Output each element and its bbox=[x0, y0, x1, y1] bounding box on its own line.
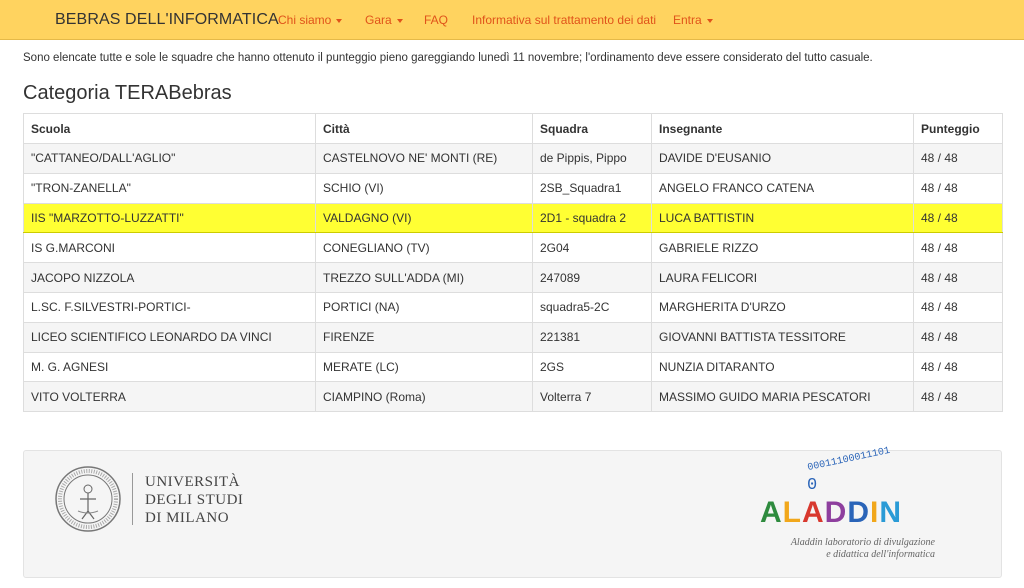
aladdin-tagline-2: e didattica dell'informatica bbox=[826, 549, 935, 560]
nav-informativa[interactable]: Informativa sul trattamento dei dati bbox=[472, 13, 657, 27]
aladdin-letter: L bbox=[782, 496, 802, 529]
cell-insegnante: MASSIMO GUIDO MARIA PESCATORI bbox=[652, 382, 914, 412]
header-punteggio: Punteggio bbox=[914, 114, 1003, 144]
cell-insegnante: LAURA FELICORI bbox=[652, 263, 914, 293]
cell-scuola: VITO VOLTERRA bbox=[24, 382, 316, 412]
nav-gara-label: Gara bbox=[365, 13, 392, 27]
results-table-wrapper bbox=[23, 113, 1002, 412]
table-row bbox=[24, 233, 1003, 263]
cell-punteggio: 48 / 48 bbox=[914, 382, 1003, 412]
aladdin-letter: D bbox=[847, 496, 871, 529]
table-row bbox=[24, 292, 1003, 322]
table-row bbox=[24, 173, 1003, 203]
cell-insegnante: MARGHERITA D'URZO bbox=[652, 292, 914, 322]
cell-scuola: "CATTANEO/DALL'AGLIO" bbox=[24, 144, 316, 174]
footer bbox=[23, 445, 1002, 578]
cell-scuola: "TRON-ZANELLA" bbox=[24, 173, 316, 203]
header-squadra: Squadra bbox=[533, 114, 652, 144]
cell-punteggio: 48 / 48 bbox=[914, 173, 1003, 203]
nav-chi-siamo-label: Chi siamo bbox=[278, 13, 332, 27]
table-row bbox=[24, 382, 1003, 412]
cell-citta: TREZZO SULL'ADDA (MI) bbox=[316, 263, 533, 293]
header-citta: Città bbox=[316, 114, 533, 144]
aladdin-letter: D bbox=[824, 496, 848, 529]
cell-squadra: 221381 bbox=[533, 322, 652, 352]
intro-text: Sono elencate tutte e sole le squadre che hanno ottenuto il punteggio pieno gareggiando lunedì 11 novembre; l'ordinamento deve essere considerato del tutto casuale. bbox=[23, 52, 873, 64]
aladdin-zero: 0 bbox=[807, 476, 818, 495]
cell-citta: CIAMPINO (Roma) bbox=[316, 382, 533, 412]
cell-scuola: IS G.MARCONI bbox=[24, 233, 316, 263]
cell-squadra: 247089 bbox=[533, 263, 652, 293]
nav-chi-siamo[interactable] bbox=[278, 13, 342, 27]
nav-entra[interactable] bbox=[673, 13, 713, 27]
cell-punteggio: 48 / 48 bbox=[914, 263, 1003, 293]
unimi-line-3: DI MILANO bbox=[145, 510, 230, 526]
cell-punteggio: 48 / 48 bbox=[914, 352, 1003, 382]
cell-citta: CONEGLIANO (TV) bbox=[316, 233, 533, 263]
cell-punteggio: 48 / 48 bbox=[914, 144, 1003, 174]
nav-gara[interactable] bbox=[365, 13, 403, 27]
cell-insegnante: GABRIELE RIZZO bbox=[652, 233, 914, 263]
cell-insegnante: DAVIDE D'EUSANIO bbox=[652, 144, 914, 174]
header-insegnante: Insegnante bbox=[652, 114, 914, 144]
table-row bbox=[24, 203, 1003, 233]
cell-scuola: M. G. AGNESI bbox=[24, 352, 316, 382]
unimi-wordmark bbox=[145, 473, 243, 527]
cell-punteggio: 48 / 48 bbox=[914, 203, 1003, 233]
results-table bbox=[23, 113, 1003, 412]
aladdin-tagline bbox=[765, 537, 935, 561]
logo-divider bbox=[132, 473, 133, 525]
aladdin-letter: A bbox=[760, 496, 783, 529]
cell-squadra: 2GS bbox=[533, 352, 652, 382]
unimi-line-2: DEGLI STUDI bbox=[145, 492, 244, 508]
cell-insegnante: LUCA BATTISTIN bbox=[652, 203, 914, 233]
aladdin-binary: 00011100011101 bbox=[806, 445, 892, 474]
cell-insegnante: ANGELO FRANCO CATENA bbox=[652, 173, 914, 203]
header-scuola: Scuola bbox=[24, 114, 316, 144]
table-header-row bbox=[24, 114, 1003, 144]
cell-citta: FIRENZE bbox=[316, 322, 533, 352]
cell-insegnante: NUNZIA DITARANTO bbox=[652, 352, 914, 382]
aladdin-letter: A bbox=[802, 496, 825, 529]
cell-squadra: squadra5-2C bbox=[533, 292, 652, 322]
cell-squadra: 2D1 - squadra 2 bbox=[533, 203, 652, 233]
cell-scuola: JACOPO NIZZOLA bbox=[24, 263, 316, 293]
aladdin-letter: I bbox=[870, 496, 880, 529]
cell-punteggio: 48 / 48 bbox=[914, 292, 1003, 322]
chevron-down-icon bbox=[336, 19, 342, 23]
cell-citta: PORTICI (NA) bbox=[316, 292, 533, 322]
cell-citta: VALDAGNO (VI) bbox=[316, 203, 533, 233]
cell-citta: MERATE (LC) bbox=[316, 352, 533, 382]
table-row bbox=[24, 144, 1003, 174]
table-row bbox=[24, 263, 1003, 293]
cell-scuola: IIS "MARZOTTO-LUZZATTI" bbox=[24, 203, 316, 233]
nav-entra-label: Entra bbox=[673, 13, 702, 27]
aladdin-tagline-1: Aladdin laboratorio di divulgazione bbox=[790, 537, 935, 548]
section-title: Categoria TERABebras bbox=[23, 82, 232, 104]
navbar bbox=[0, 0, 1024, 40]
cell-citta: SCHIO (VI) bbox=[316, 173, 533, 203]
chevron-down-icon bbox=[397, 19, 403, 23]
unimi-line-1: UNIVERSITÀ bbox=[145, 474, 240, 490]
nav-faq[interactable]: FAQ bbox=[424, 13, 449, 27]
unimi-seal-logo bbox=[54, 465, 122, 533]
cell-squadra: Volterra 7 bbox=[533, 382, 652, 412]
cell-punteggio: 48 / 48 bbox=[914, 233, 1003, 263]
brand-link[interactable]: BEBRAS DELL'INFORMATICA bbox=[55, 11, 279, 28]
aladdin-logo bbox=[760, 497, 902, 529]
cell-scuola: L.SC. F.SILVESTRI-PORTICI- bbox=[24, 292, 316, 322]
table-row bbox=[24, 322, 1003, 352]
cell-scuola: LICEO SCIENTIFICO LEONARDO DA VINCI bbox=[24, 322, 316, 352]
cell-insegnante: GIOVANNI BATTISTA TESSITORE bbox=[652, 322, 914, 352]
cell-punteggio: 48 / 48 bbox=[914, 322, 1003, 352]
cell-citta: CASTELNOVO NE' MONTI (RE) bbox=[316, 144, 533, 174]
cell-squadra: 2G04 bbox=[533, 233, 652, 263]
aladdin-letter: N bbox=[879, 496, 903, 529]
cell-squadra: 2SB_Squadra1 bbox=[533, 173, 652, 203]
chevron-down-icon bbox=[707, 19, 713, 23]
table-row bbox=[24, 352, 1003, 382]
cell-squadra: de Pippis, Pippo bbox=[533, 144, 652, 174]
